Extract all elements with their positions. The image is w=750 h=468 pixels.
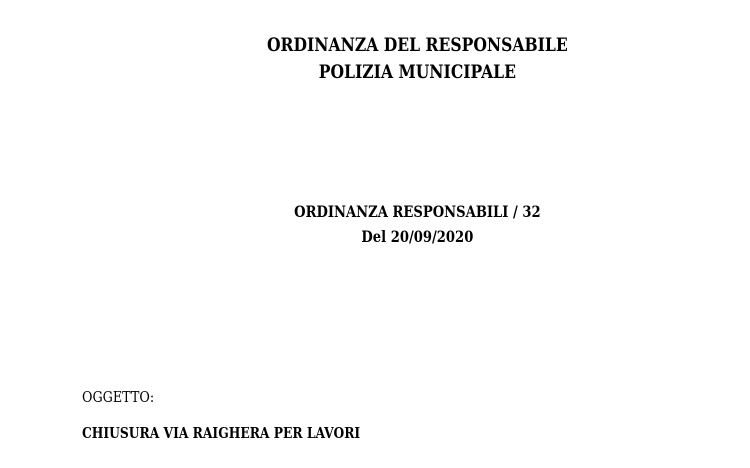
document-title-line2: POLIZIA MUNICIPALE <box>318 61 517 83</box>
ordinance-number: ORDINANZA RESPONSABILI / 32 <box>294 202 541 221</box>
subject-text: CHIUSURA VIA RAIGHERA PER LAVORI <box>82 424 361 442</box>
subject-label: OGGETTO: <box>82 388 155 406</box>
ordinance-date: Del 20/09/2020 <box>361 227 474 246</box>
document-title-line1: ORDINANZA DEL RESPONSABILE <box>266 34 568 56</box>
